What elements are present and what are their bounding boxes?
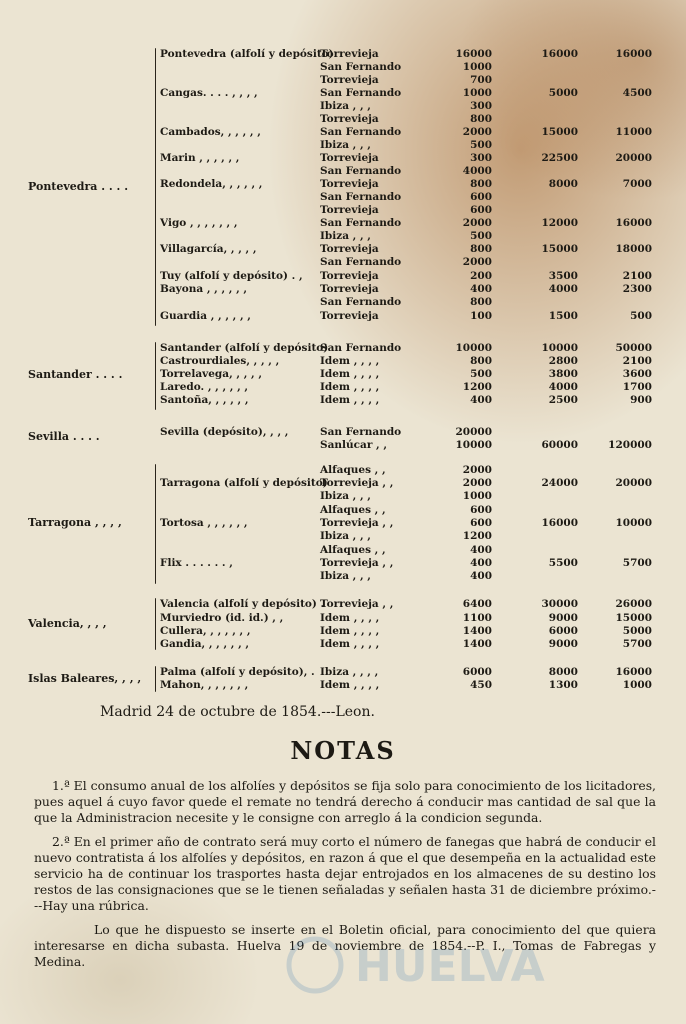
value2-cell: 5000 bbox=[622, 625, 652, 637]
table-row bbox=[0, 598, 686, 611]
destination-cell: Ibiza , , , , bbox=[320, 666, 379, 678]
table-row bbox=[0, 477, 686, 490]
value2-cell: 7000 bbox=[622, 178, 652, 190]
destination-cell: Idem , , , , bbox=[320, 368, 380, 380]
value1-cell: 16000 bbox=[541, 48, 578, 60]
value2-cell: 15000 bbox=[615, 612, 652, 624]
destination-cell: Torrevieja bbox=[320, 152, 379, 164]
table-row bbox=[0, 394, 686, 407]
value2-cell: 18000 bbox=[615, 243, 652, 255]
destination-cell: Idem , , , , bbox=[320, 679, 380, 691]
table-row bbox=[0, 296, 686, 309]
quantity-cell: 1100 bbox=[462, 612, 492, 624]
quantity-cell: 10000 bbox=[455, 342, 492, 354]
quantity-cell: 2000 bbox=[462, 464, 492, 476]
table-row bbox=[0, 270, 686, 283]
quantity-cell: 2000 bbox=[462, 256, 492, 268]
table-row bbox=[0, 557, 686, 570]
table-row bbox=[0, 100, 686, 113]
destination-cell: Ibiza , , , bbox=[320, 490, 371, 502]
value2-cell: 16000 bbox=[615, 666, 652, 678]
destination-cell: Sanlúcar , , bbox=[320, 439, 387, 451]
value2-cell: 50000 bbox=[615, 342, 652, 354]
place-cell: Sevilla (depósito), , , , bbox=[160, 426, 289, 438]
table-row bbox=[0, 243, 686, 256]
destination-cell: San Fernando bbox=[320, 126, 402, 138]
note-1: 1.ª El consumo anual de los alfolíes y depósitos se fija solo para conocimiento de los licitadores, pues aquel á cuyo favor quede el remate no tendrá derecho á conducir mas cantidad de sal que la que la Administracion necesite y le consigne con arreglo á la condicion segunda. bbox=[34, 778, 656, 825]
table-row bbox=[0, 504, 686, 517]
quantity-cell: 1200 bbox=[462, 381, 492, 393]
destination-cell: San Fernando bbox=[320, 165, 402, 177]
value1-cell: 16000 bbox=[541, 517, 578, 529]
place-cell: Marin , , , , , , bbox=[160, 152, 240, 164]
table-row bbox=[0, 638, 686, 651]
value2-cell: 2100 bbox=[622, 270, 652, 282]
value1-cell: 5000 bbox=[548, 87, 578, 99]
note-2: 2.ª En el primer año de contrato será muy corto el número de fanegas que habrá de conducir el nuevo contratista á los alfolíes y depósitos, en razon á que el que desempeña en la actualidad este servicio ha de continuar los trasportes hasta dejar entrojados en los almacenes de su destino los restos de las consignaciones que se le tienen señaladas y señalen hasta 31 de diciembre próximo.---Hay una rúbrica. bbox=[34, 834, 656, 913]
place-cell: Valencia (alfolí y depósito) . bbox=[160, 598, 325, 610]
quantity-cell: 2000 bbox=[462, 217, 492, 229]
destination-cell: San Fernando bbox=[320, 87, 402, 99]
destination-cell: Ibiza , , , bbox=[320, 530, 371, 542]
destination-cell: Torrevieja bbox=[320, 270, 379, 282]
destination-cell: Ibiza , , , bbox=[320, 100, 371, 112]
value1-cell: 2500 bbox=[548, 394, 578, 406]
value1-cell: 8000 bbox=[548, 666, 578, 678]
value2-cell: 2300 bbox=[622, 283, 652, 295]
quantity-cell: 700 bbox=[470, 74, 492, 86]
place-cell: Villagarcía, , , , , bbox=[160, 243, 257, 255]
destination-cell: Torrevieja bbox=[320, 113, 379, 125]
destination-cell: Ibiza , , , bbox=[320, 139, 371, 151]
place-cell: Pontevedra (alfolí y depósito) bbox=[160, 48, 334, 60]
table-row bbox=[0, 368, 686, 381]
value1-cell: 3800 bbox=[548, 368, 578, 380]
place-cell: Gandia, , , , , , , bbox=[160, 638, 250, 650]
quantity-cell: 400 bbox=[470, 283, 492, 295]
destination-cell: San Fernando bbox=[320, 296, 402, 308]
table-row bbox=[0, 230, 686, 243]
destination-cell: Idem , , , , bbox=[320, 381, 380, 393]
table-row bbox=[0, 165, 686, 178]
table-row bbox=[0, 61, 686, 74]
destination-cell: Idem , , , , bbox=[320, 612, 380, 624]
quantity-cell: 600 bbox=[470, 517, 492, 529]
value1-cell: 60000 bbox=[541, 439, 578, 451]
value2-cell: 16000 bbox=[615, 48, 652, 60]
watermark-text: HUELVA bbox=[355, 941, 545, 992]
table-row bbox=[0, 113, 686, 126]
table-row bbox=[0, 87, 686, 100]
quantity-cell: 100 bbox=[470, 310, 492, 322]
destination-cell: Idem , , , , bbox=[320, 394, 380, 406]
value2-cell: 11000 bbox=[615, 126, 652, 138]
quantity-cell: 2000 bbox=[462, 477, 492, 489]
destination-cell: San Fernando bbox=[320, 217, 402, 229]
place-cell: Cangas. . . . , , , , bbox=[160, 87, 258, 99]
signature-line: Madrid 24 de octubre de 1854.---Leon. bbox=[100, 704, 375, 720]
quantity-cell: 1200 bbox=[462, 530, 492, 542]
province-baleares: Islas Baleares, , , , bbox=[28, 672, 142, 685]
destination-cell: Torrevieja bbox=[320, 74, 379, 86]
value1-cell: 9000 bbox=[548, 612, 578, 624]
quantity-cell: 450 bbox=[470, 679, 492, 691]
table-row bbox=[0, 544, 686, 557]
value1-cell: 6000 bbox=[548, 625, 578, 637]
table-row bbox=[0, 283, 686, 296]
value2-cell: 120000 bbox=[608, 439, 652, 451]
destination-cell: Torrevieja bbox=[320, 243, 379, 255]
destination-cell: Torrevieja , , bbox=[320, 598, 394, 610]
table-row bbox=[0, 256, 686, 269]
table-row bbox=[0, 355, 686, 368]
place-cell: Santander (alfolí y depósito) bbox=[160, 342, 329, 354]
quantity-cell: 20000 bbox=[455, 426, 492, 438]
value1-cell: 1300 bbox=[548, 679, 578, 691]
destination-cell: Torrevieja bbox=[320, 283, 379, 295]
place-cell: Tortosa , , , , , , bbox=[160, 517, 248, 529]
quantity-cell: 800 bbox=[470, 296, 492, 308]
quantity-cell: 1400 bbox=[462, 625, 492, 637]
quantity-cell: 200 bbox=[470, 270, 492, 282]
place-cell: Redondela, , , , , , bbox=[160, 178, 263, 190]
table-row bbox=[0, 625, 686, 638]
value2-cell: 26000 bbox=[615, 598, 652, 610]
destination-cell: Idem , , , , bbox=[320, 638, 380, 650]
table-row bbox=[0, 570, 686, 583]
value1-cell: 10000 bbox=[541, 342, 578, 354]
value1-cell: 22500 bbox=[541, 152, 578, 164]
place-cell: Tuy (alfolí y depósito) . , bbox=[160, 270, 303, 282]
quantity-cell: 600 bbox=[470, 504, 492, 516]
quantity-cell: 300 bbox=[470, 100, 492, 112]
place-cell: Santoña, , , , , , bbox=[160, 394, 249, 406]
province-valencia: Valencia, , , , bbox=[28, 617, 107, 630]
destination-cell: Torrevieja bbox=[320, 178, 379, 190]
place-cell: Palma (alfolí y depósito), . bbox=[160, 666, 315, 678]
destination-cell: San Fernando bbox=[320, 61, 402, 73]
quantity-cell: 1000 bbox=[462, 490, 492, 502]
value2-cell: 1000 bbox=[622, 679, 652, 691]
quantity-cell: 800 bbox=[470, 113, 492, 125]
place-cell: Murviedro (id. id.) , , bbox=[160, 612, 284, 624]
table-row bbox=[0, 490, 686, 503]
destination-cell: Torrevieja , , bbox=[320, 557, 394, 569]
destination-cell: Idem , , , , bbox=[320, 625, 380, 637]
table-row bbox=[0, 426, 686, 439]
value2-cell: 5700 bbox=[622, 638, 652, 650]
table-row bbox=[0, 191, 686, 204]
destination-cell: San Fernando bbox=[320, 256, 402, 268]
value1-cell: 8000 bbox=[548, 178, 578, 190]
huelva-watermark bbox=[285, 935, 615, 995]
destination-cell: Alfaques , , bbox=[320, 504, 386, 516]
table-row bbox=[0, 204, 686, 217]
quantity-cell: 400 bbox=[470, 557, 492, 569]
value2-cell: 5700 bbox=[622, 557, 652, 569]
quantity-cell: 400 bbox=[470, 394, 492, 406]
quantity-cell: 800 bbox=[470, 355, 492, 367]
value2-cell: 2100 bbox=[622, 355, 652, 367]
place-cell: Torrelavega, , , , , bbox=[160, 368, 262, 380]
quantity-cell: 1000 bbox=[462, 87, 492, 99]
province-santander: Santander . . . . bbox=[28, 368, 123, 381]
table-row bbox=[0, 439, 686, 452]
table-row bbox=[0, 612, 686, 625]
value2-cell: 10000 bbox=[615, 517, 652, 529]
table-row bbox=[0, 178, 686, 191]
value1-cell: 4000 bbox=[548, 381, 578, 393]
quantity-cell: 10000 bbox=[455, 439, 492, 451]
place-cell: Mahon, , , , , , , bbox=[160, 679, 249, 691]
value1-cell: 1500 bbox=[548, 310, 578, 322]
table-row bbox=[0, 217, 686, 230]
table-row bbox=[0, 342, 686, 355]
quantity-cell: 16000 bbox=[455, 48, 492, 60]
quantity-cell: 6400 bbox=[462, 598, 492, 610]
table-row bbox=[0, 464, 686, 477]
quantity-cell: 6000 bbox=[462, 666, 492, 678]
quantity-cell: 600 bbox=[470, 204, 492, 216]
quantity-cell: 500 bbox=[470, 230, 492, 242]
quantity-cell: 500 bbox=[470, 139, 492, 151]
destination-cell: Alfaques , , bbox=[320, 464, 386, 476]
quantity-cell: 800 bbox=[470, 243, 492, 255]
destination-cell: Torrevieja , , bbox=[320, 477, 394, 489]
value1-cell: 30000 bbox=[541, 598, 578, 610]
closing-paragraph: Lo que he dispuesto se inserte en el Boletin oficial, para conocimiento del que quiera interesarse en dicha subasta. Huelva 19 de noviembre de 1854.--P. I., Tomas de Fabregas y Medina. bbox=[34, 922, 656, 969]
value2-cell: 20000 bbox=[615, 477, 652, 489]
place-cell: Laredo. , , , , , , bbox=[160, 381, 249, 393]
table-row bbox=[0, 666, 686, 679]
table-row bbox=[0, 74, 686, 87]
quantity-cell: 1400 bbox=[462, 638, 492, 650]
place-cell: Vigo , , , , , , , bbox=[160, 217, 238, 229]
value1-cell: 9000 bbox=[548, 638, 578, 650]
table-row bbox=[0, 381, 686, 394]
place-cell: Guardia , , , , , , bbox=[160, 310, 251, 322]
place-cell: Bayona , , , , , , bbox=[160, 283, 248, 295]
value1-cell: 4000 bbox=[548, 283, 578, 295]
value2-cell: 900 bbox=[630, 394, 652, 406]
destination-cell: San Fernando bbox=[320, 426, 402, 438]
destination-cell: San Fernando bbox=[320, 342, 402, 354]
province-pontevedra: Pontevedra . . . . bbox=[28, 180, 129, 193]
value1-cell: 15000 bbox=[541, 126, 578, 138]
place-cell: Cambados, , , , , , bbox=[160, 126, 261, 138]
province-sevilla: Sevilla . . . . bbox=[28, 430, 100, 443]
quantity-cell: 4000 bbox=[462, 165, 492, 177]
destination-cell: Ibiza , , , bbox=[320, 230, 371, 242]
value2-cell: 3600 bbox=[622, 368, 652, 380]
value1-cell: 3500 bbox=[548, 270, 578, 282]
destination-cell: Torrevieja , , bbox=[320, 517, 394, 529]
destination-cell: Torrevieja bbox=[320, 48, 379, 60]
destination-cell: Torrevieja bbox=[320, 204, 379, 216]
destination-cell: Idem , , , , bbox=[320, 355, 380, 367]
value1-cell: 2800 bbox=[548, 355, 578, 367]
table-row bbox=[0, 139, 686, 152]
place-cell: Flix . . . . . . , bbox=[160, 557, 233, 569]
quantity-cell: 400 bbox=[470, 570, 492, 582]
place-cell: Cullera, , , , , , , bbox=[160, 625, 251, 637]
quantity-cell: 2000 bbox=[462, 126, 492, 138]
table-row bbox=[0, 530, 686, 543]
value2-cell: 1700 bbox=[622, 381, 652, 393]
value1-cell: 24000 bbox=[541, 477, 578, 489]
table-row bbox=[0, 310, 686, 323]
table-row bbox=[0, 48, 686, 61]
quantity-cell: 1000 bbox=[462, 61, 492, 73]
value1-cell: 15000 bbox=[541, 243, 578, 255]
table-row bbox=[0, 152, 686, 165]
quantity-cell: 300 bbox=[470, 152, 492, 164]
destination-cell: San Fernando bbox=[320, 191, 402, 203]
value2-cell: 500 bbox=[630, 310, 652, 322]
value1-cell: 5500 bbox=[548, 557, 578, 569]
value2-cell: 16000 bbox=[615, 217, 652, 229]
table-row bbox=[0, 679, 686, 692]
quantity-cell: 600 bbox=[470, 191, 492, 203]
notes-title: NOTAS bbox=[290, 736, 396, 765]
place-cell: Castrourdiales, , , , , bbox=[160, 355, 280, 367]
destination-cell: Torrevieja bbox=[320, 310, 379, 322]
quantity-cell: 800 bbox=[470, 178, 492, 190]
destination-cell: Alfaques , , bbox=[320, 544, 386, 556]
destination-cell: Ibiza , , , bbox=[320, 570, 371, 582]
value1-cell: 12000 bbox=[541, 217, 578, 229]
province-tarragona: Tarragona , , , , bbox=[28, 516, 122, 529]
table-row bbox=[0, 517, 686, 530]
value2-cell: 20000 bbox=[615, 152, 652, 164]
value2-cell: 4500 bbox=[622, 87, 652, 99]
place-cell: Tarragona (alfolí y depósito) bbox=[160, 477, 328, 489]
table-row bbox=[0, 126, 686, 139]
quantity-cell: 400 bbox=[470, 544, 492, 556]
quantity-cell: 500 bbox=[470, 368, 492, 380]
